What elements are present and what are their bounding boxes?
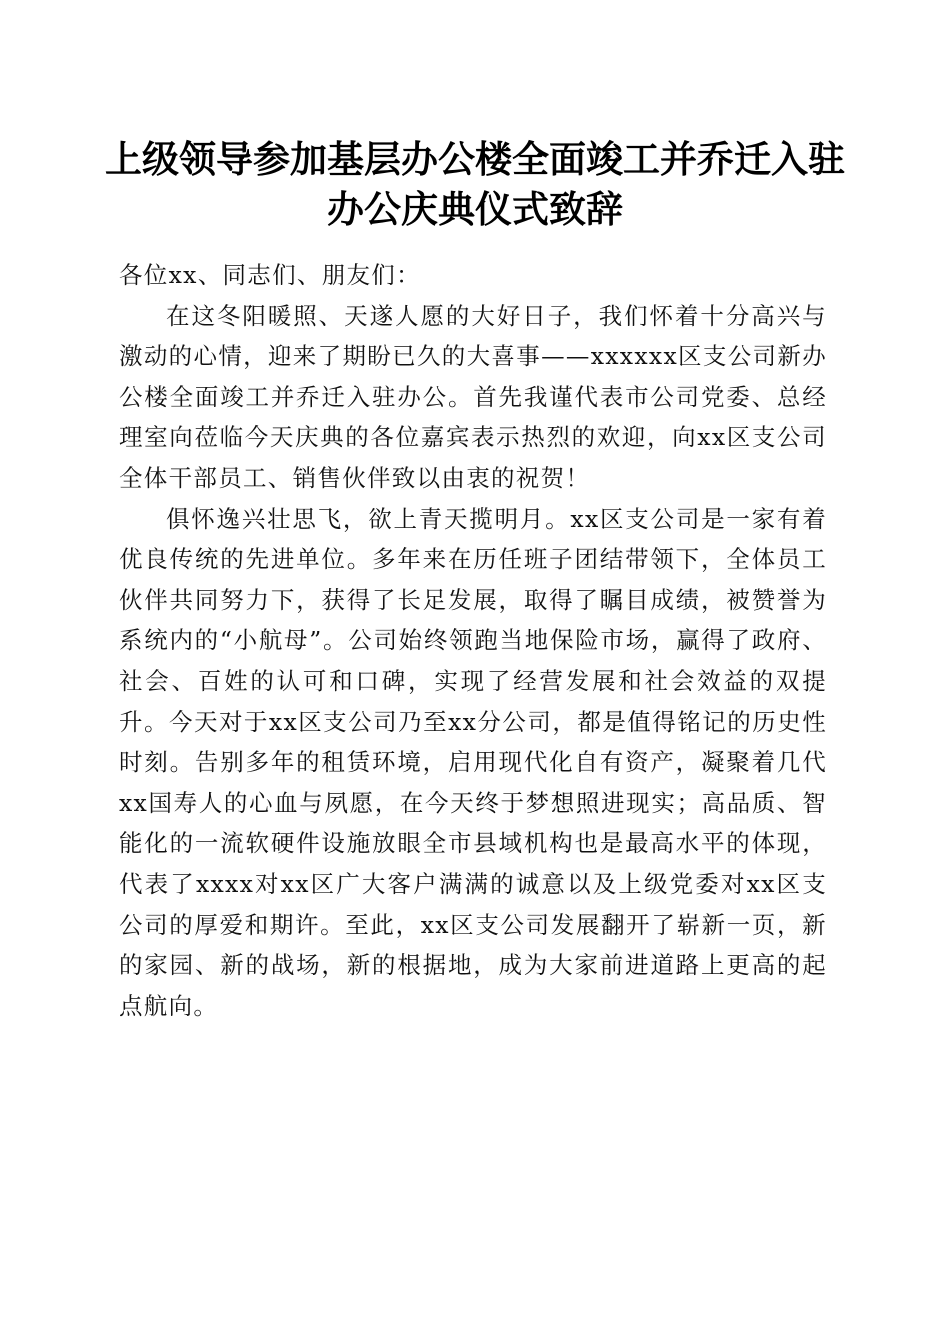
title-line-1: 上级领导参加基层办公楼全面竣工并乔迁入驻 xyxy=(105,138,845,181)
document-title xyxy=(100,135,850,235)
document-body xyxy=(119,255,827,1026)
paragraph-1: 在这冬阳暖照、天遂人愿的大好日子，我们怀着十分高兴与激动的心情，迎来了期盼已久的大喜事——xxxxxx区支公司新办公楼全面竣工并乔迁入驻办公。首先我谨代表市公司党委、总经理室向莅临今天庆典的各位嘉宾表示热烈的欢迎，向xx区支公司全体干部员工、销售伙伴致以由衷的祝贺！ xyxy=(119,301,827,492)
title-line-2: 办公庆典仪式致辞 xyxy=(327,188,623,231)
salutation: 各位xx、同志们、朋友们： xyxy=(119,261,421,289)
paragraph-2: 俱怀逸兴壮思飞，欲上青天揽明月。xx区支公司是一家有着优良传统的先进单位。多年来在历任班子团结带领下，全体员工伙伴共同努力下，获得了长足发展，取得了瞩目成绩，被赞誉为系统内的“小航母”。公司始终领跑当地保险市场，赢得了政府、社会、百姓的认可和口碑，实现了经营发展和社会效益的双提升。今天对于xx区支公司乃至xx分公司，都是值得铭记的历史性时刻。告别多年的租赁环境，启用现代化自有资产，凝聚着几代xx国寿人的心血与夙愿，在今天终于梦想照进现实；高品质、智能化的一流软硬件设施放眼全市县域机构也是最高水平的体现，代表了xxxx对xx区广大客户满满的诚意以及上级党委对xx区支公司的厚爱和期许。至此，xx区支公司发展翻开了崭新一页，新的家园、新的战场，新的根据地，成为大家前进道路上更高的起点航向。 xyxy=(119,504,827,1020)
